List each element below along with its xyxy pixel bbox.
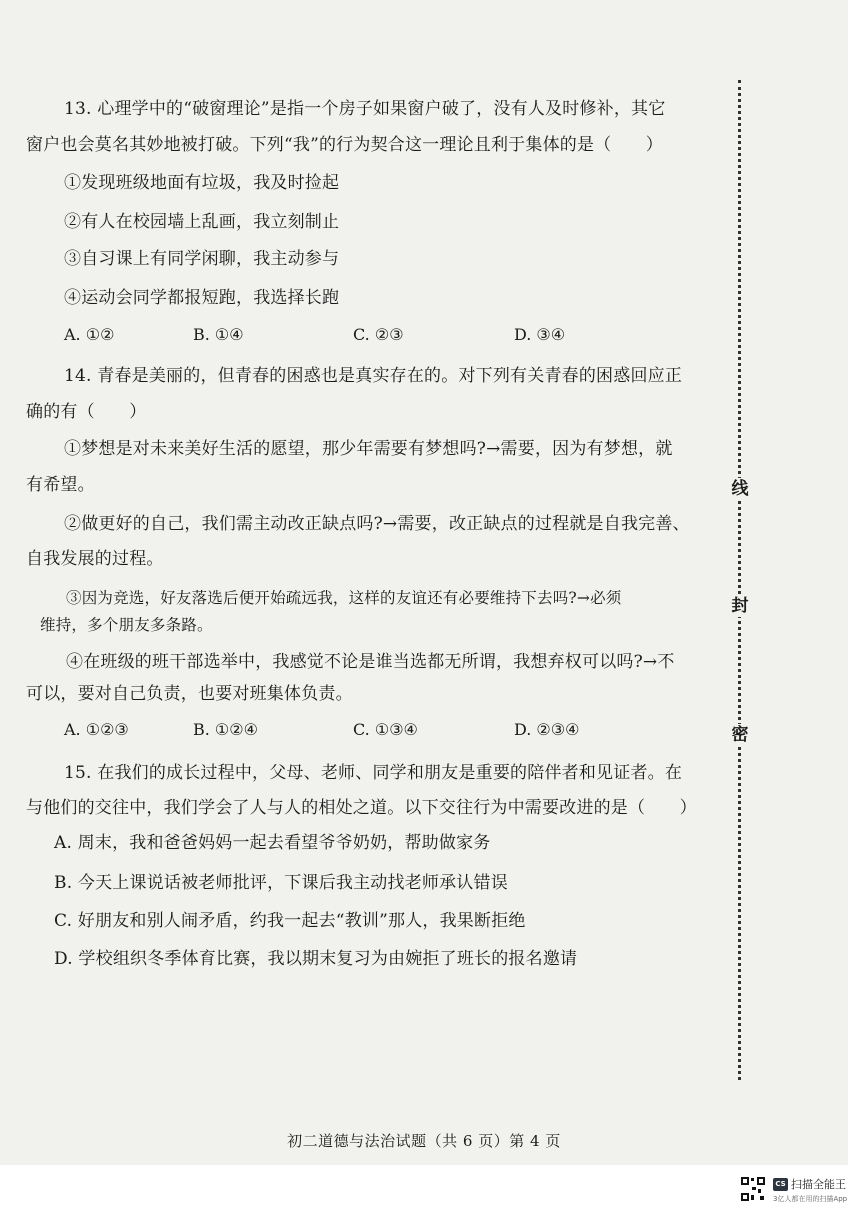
q13-item-2: ②有人在校园墙上乱画，我立刻制止 xyxy=(64,212,340,232)
q14-item-4-line-1: ④在班级的班干部选举中，我感觉不论是谁当选都无所谓，我想弃权可以吗?→不 xyxy=(66,652,675,672)
q15-stem-line-1: 15. 在我们的成长过程中，父母、老师、同学和朋友是重要的陪伴者和见证者。在 xyxy=(64,763,683,783)
seal-char-feng: 封 xyxy=(729,595,751,617)
q13-option-a: A. ①② xyxy=(64,325,115,344)
q14-item-3-line-2: 维持，多个朋友多条路。 xyxy=(40,616,213,634)
scanner-tagline: 3亿人都在用的扫描App xyxy=(773,1195,848,1203)
seal-char-mi: 密 xyxy=(729,724,751,746)
seal-dotted-line xyxy=(738,80,741,1080)
q14-item-1-line-2: 有希望。 xyxy=(26,475,95,495)
q14-item-3-line-1: ③因为竞选，好友落选后便开始疏远我，这样的友谊还有必要维持下去吗?→必须 xyxy=(66,589,622,607)
q14-item-4-line-2: 可以，要对自己负责，也要对班集体负责。 xyxy=(26,684,353,704)
q14-stem-line-2: 确的有（ ） xyxy=(26,402,147,422)
q14-option-d: D. ②③④ xyxy=(514,720,580,739)
q14-item-2-line-2: 自我发展的过程。 xyxy=(26,549,164,569)
q15-stem-line-2: 与他们的交往中，我们学会了人与人的相处之道。以下交往行为中需要改进的是（ ） xyxy=(26,798,697,818)
q14-option-b: B. ①②④ xyxy=(193,720,258,739)
q13-item-3: ③自习课上有同学闲聊，我主动参与 xyxy=(64,249,340,269)
q14-option-a: A. ①②③ xyxy=(64,720,129,739)
page-footer: 初二道德与法治试题（共 6 页）第 4 页 xyxy=(287,1132,561,1150)
q14-stem-line-1: 14. 青春是美丽的，但青春的困惑也是真实存在的。对下列有关青春的困惑回应正 xyxy=(64,366,683,386)
q13-item-1: ①发现班级地面有垃圾，我及时捡起 xyxy=(64,173,340,193)
q15-option-c: C. 好朋友和别人闹矛盾，约我一起去“教训”那人，我果断拒绝 xyxy=(54,911,526,931)
q15-option-a: A. 周末，我和爸爸妈妈一起去看望爷爷奶奶，帮助做家务 xyxy=(54,833,491,853)
q14-item-1-line-1: ①梦想是对未来美好生活的愿望，那少年需要有梦想吗?→需要，因为有梦想，就 xyxy=(64,439,673,459)
q15-option-d: D. 学校组织冬季体育比赛，我以期末复习为由婉拒了班长的报名邀请 xyxy=(54,949,578,969)
q13-option-d: D. ③④ xyxy=(514,325,566,344)
q14-item-2-line-1: ②做更好的自己，我们需主动改正缺点吗?→需要，改正缺点的过程就是自我完善、 xyxy=(64,514,690,534)
qr-code-icon xyxy=(740,1176,766,1202)
q13-stem-line-1: 13. 心理学中的“破窗理论”是指一个房子如果窗户破了，没有人及时修补，其它 xyxy=(64,99,666,119)
q14-option-c: C. ①③④ xyxy=(353,720,418,739)
q13-stem-line-2: 窗户也会莫名其妙地被打破。下列“我”的行为契合这一理论且利于集体的是（ ） xyxy=(26,135,663,155)
q15-option-b: B. 今天上课说话被老师批评，下课后我主动找老师承认错误 xyxy=(54,873,508,893)
q13-option-b: B. ①④ xyxy=(193,325,244,344)
q13-item-4: ④运动会同学都报短跑，我选择长跑 xyxy=(64,288,340,308)
scanner-app-name: 扫描全能王 xyxy=(791,1178,846,1191)
q13-option-c: C. ②③ xyxy=(353,325,404,344)
scanner-logo: CS xyxy=(773,1178,788,1191)
seal-char-xian: 线 xyxy=(729,478,751,500)
